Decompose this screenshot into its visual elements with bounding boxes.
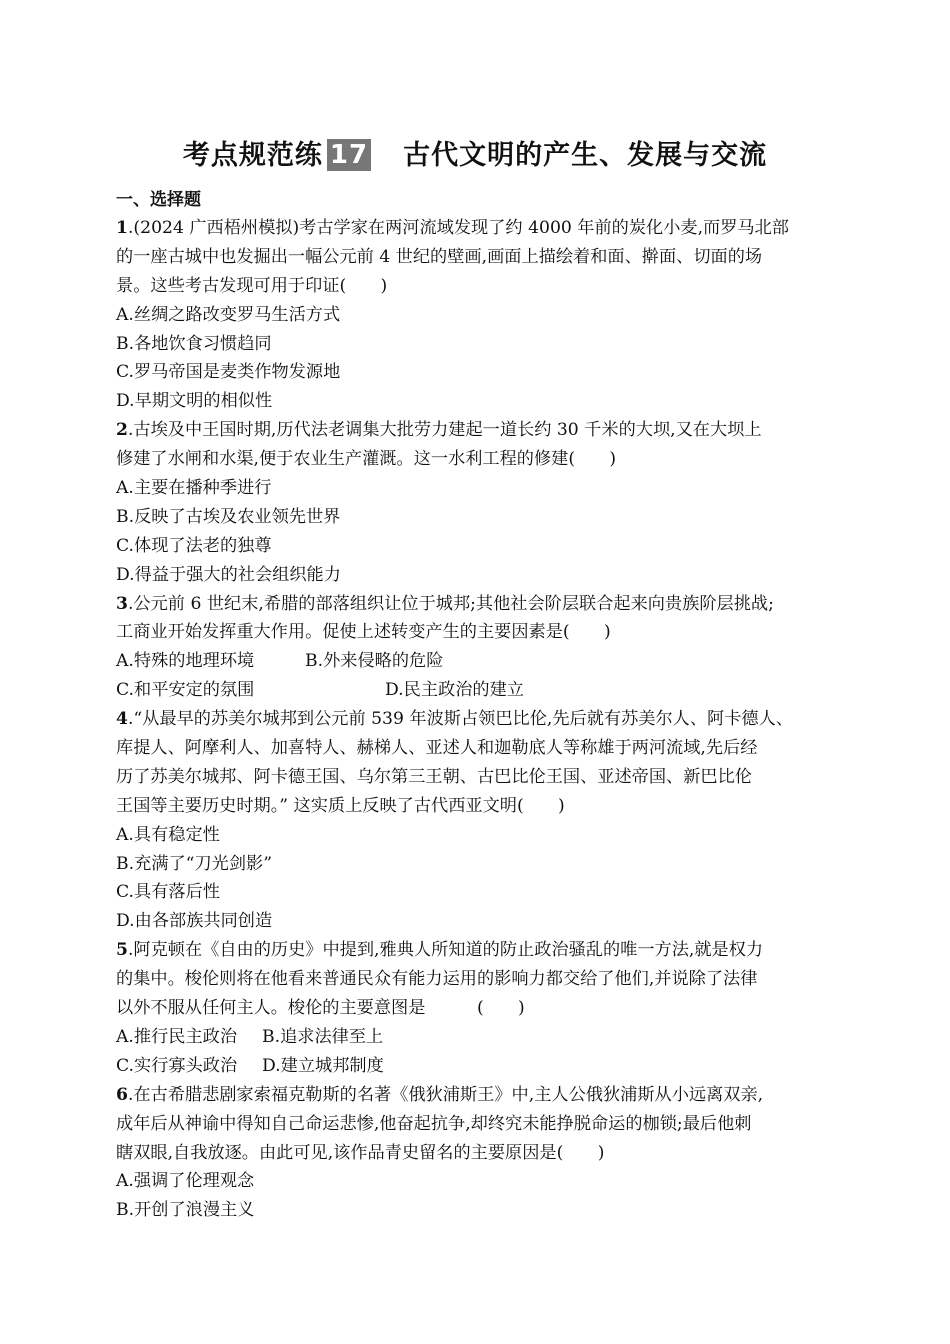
option-b[interactable]: B.各地饮食习惯趋同 <box>116 333 272 354</box>
option-b[interactable]: B.追求法律至上 <box>262 1026 384 1047</box>
question-4-line: 王国等主要历史时期。” 这实质上反映了古代西亚文明( ) <box>116 795 565 816</box>
question-4-line: 库提人、阿摩利人、加喜特人、赫梯人、亚述人和迦勒底人等称雄于两河流域,先后经 <box>116 738 758 759</box>
option-b[interactable]: B.充满了“刀光剑影” <box>116 853 272 874</box>
question-1-line: 1.(2024 广西梧州模拟)考古学家在两河流域发现了约 4000 年前的炭化小麦,而罗马北部 <box>116 218 789 238</box>
question-5-line: 5.阿克顿在《自由的历史》中提到,雅典人所知道的防止政治骚乱的唯一方法,就是权力 <box>116 940 764 961</box>
question-2-line: 2.古埃及中王国时期,历代法老调集大批劳力建起一道长约 30 千米的大坝,又在大坝上 <box>116 420 762 441</box>
question-number: 2 <box>116 420 128 441</box>
question-1-line: 的一座古城中也发掘出一幅公元前 4 世纪的壁画,画面上描绘着和面、擀面、切面的场 <box>116 246 763 267</box>
option-b[interactable]: B.外来侵略的危险 <box>305 651 444 672</box>
option-b[interactable]: B.开创了浪漫主义 <box>116 1200 255 1221</box>
question-5-line: 的集中。梭伦则将在他看来普通民众有能力运用的影响力都交给了他们,并说除了法律 <box>116 969 758 990</box>
option-row-ab <box>116 647 842 676</box>
option-row-cd <box>116 676 842 705</box>
option-d[interactable]: D.得益于强大的社会组织能力 <box>116 564 341 585</box>
option-d[interactable]: D.早期文明的相似性 <box>116 391 273 412</box>
question-list <box>116 214 842 1225</box>
question-number: 3 <box>116 593 128 614</box>
option-a[interactable]: A.主要在播种季进行 <box>116 478 272 499</box>
option-d[interactable]: D.由各部族共同创造 <box>116 911 273 932</box>
title-number-badge: 17 <box>327 139 371 171</box>
option-a[interactable]: A.推行民主政治 <box>116 1026 238 1047</box>
option-c[interactable]: C.和平安定的氛围 <box>116 680 255 701</box>
title-topic: 古代文明的产生、发展与交流 <box>403 140 768 171</box>
question-number: 5 <box>116 940 128 961</box>
question-4-line: 4.“从最早的苏美尔城邦到公元前 539 年波斯占领巴比伦,先后就有苏美尔人、阿卡德人、 <box>116 709 793 730</box>
option-c[interactable]: C.具有落后性 <box>116 882 220 903</box>
question-5-line: 以外不服从任何主人。梭伦的主要意图是 ( ) <box>116 998 525 1019</box>
question-6-line: 6.在古希腊悲剧家索福克勒斯的名著《俄狄浦斯王》中,主人公俄狄浦斯从小远离双亲, <box>116 1084 764 1105</box>
option-d[interactable]: D.建立城邦制度 <box>262 1055 384 1076</box>
option-b[interactable]: B.反映了古埃及农业领先世界 <box>116 506 341 527</box>
question-number: 4 <box>116 709 128 730</box>
page-title <box>0 138 950 174</box>
option-c[interactable]: C.罗马帝国是麦类作物发源地 <box>116 362 341 383</box>
question-number: 6 <box>116 1084 128 1105</box>
option-c[interactable]: C.实行寡头政治 <box>116 1055 238 1076</box>
question-3-line: 工商业开始发挥重大作用。促使上述转变产生的主要因素是( ) <box>116 622 611 643</box>
question-3-line: 3.公元前 6 世纪末,希腊的部落组织让位于城邦;其他社会阶层联合起来向贵族阶层挑战; <box>116 593 774 614</box>
option-a[interactable]: A.特殊的地理环境 <box>116 651 255 672</box>
question-number: 1 <box>116 218 128 238</box>
question-6-line: 成年后从神谕中得知自己命运悲惨,他奋起抗争,却终究未能挣脱命运的枷锁;最后他刺 <box>116 1113 752 1134</box>
option-row-ab <box>116 1023 842 1052</box>
question-2-line: 修建了水闸和水渠,便于农业生产灌溉。这一水利工程的修建( ) <box>116 449 617 470</box>
question-6-line: 瞎双眼,自我放逐。由此可见,该作品青史留名的主要原因是( ) <box>116 1142 605 1163</box>
section-heading: 一、选择题 <box>116 190 201 210</box>
option-a[interactable]: A.丝绸之路改变罗马生活方式 <box>116 304 341 325</box>
title-prefix: 考点规范练 <box>182 140 323 171</box>
option-a[interactable]: A.具有稳定性 <box>116 824 220 845</box>
option-a[interactable]: A.强调了伦理观念 <box>116 1171 255 1192</box>
question-4-line: 历了苏美尔城邦、阿卡德王国、乌尔第三王朝、古巴比伦王国、亚述帝国、新巴比伦 <box>116 766 752 787</box>
option-row-cd <box>116 1052 842 1081</box>
option-d[interactable]: D.民主政治的建立 <box>385 680 524 701</box>
question-1-line: 景。这些考古发现可用于印证( ) <box>116 275 388 296</box>
option-c[interactable]: C.体现了法老的独尊 <box>116 535 272 556</box>
